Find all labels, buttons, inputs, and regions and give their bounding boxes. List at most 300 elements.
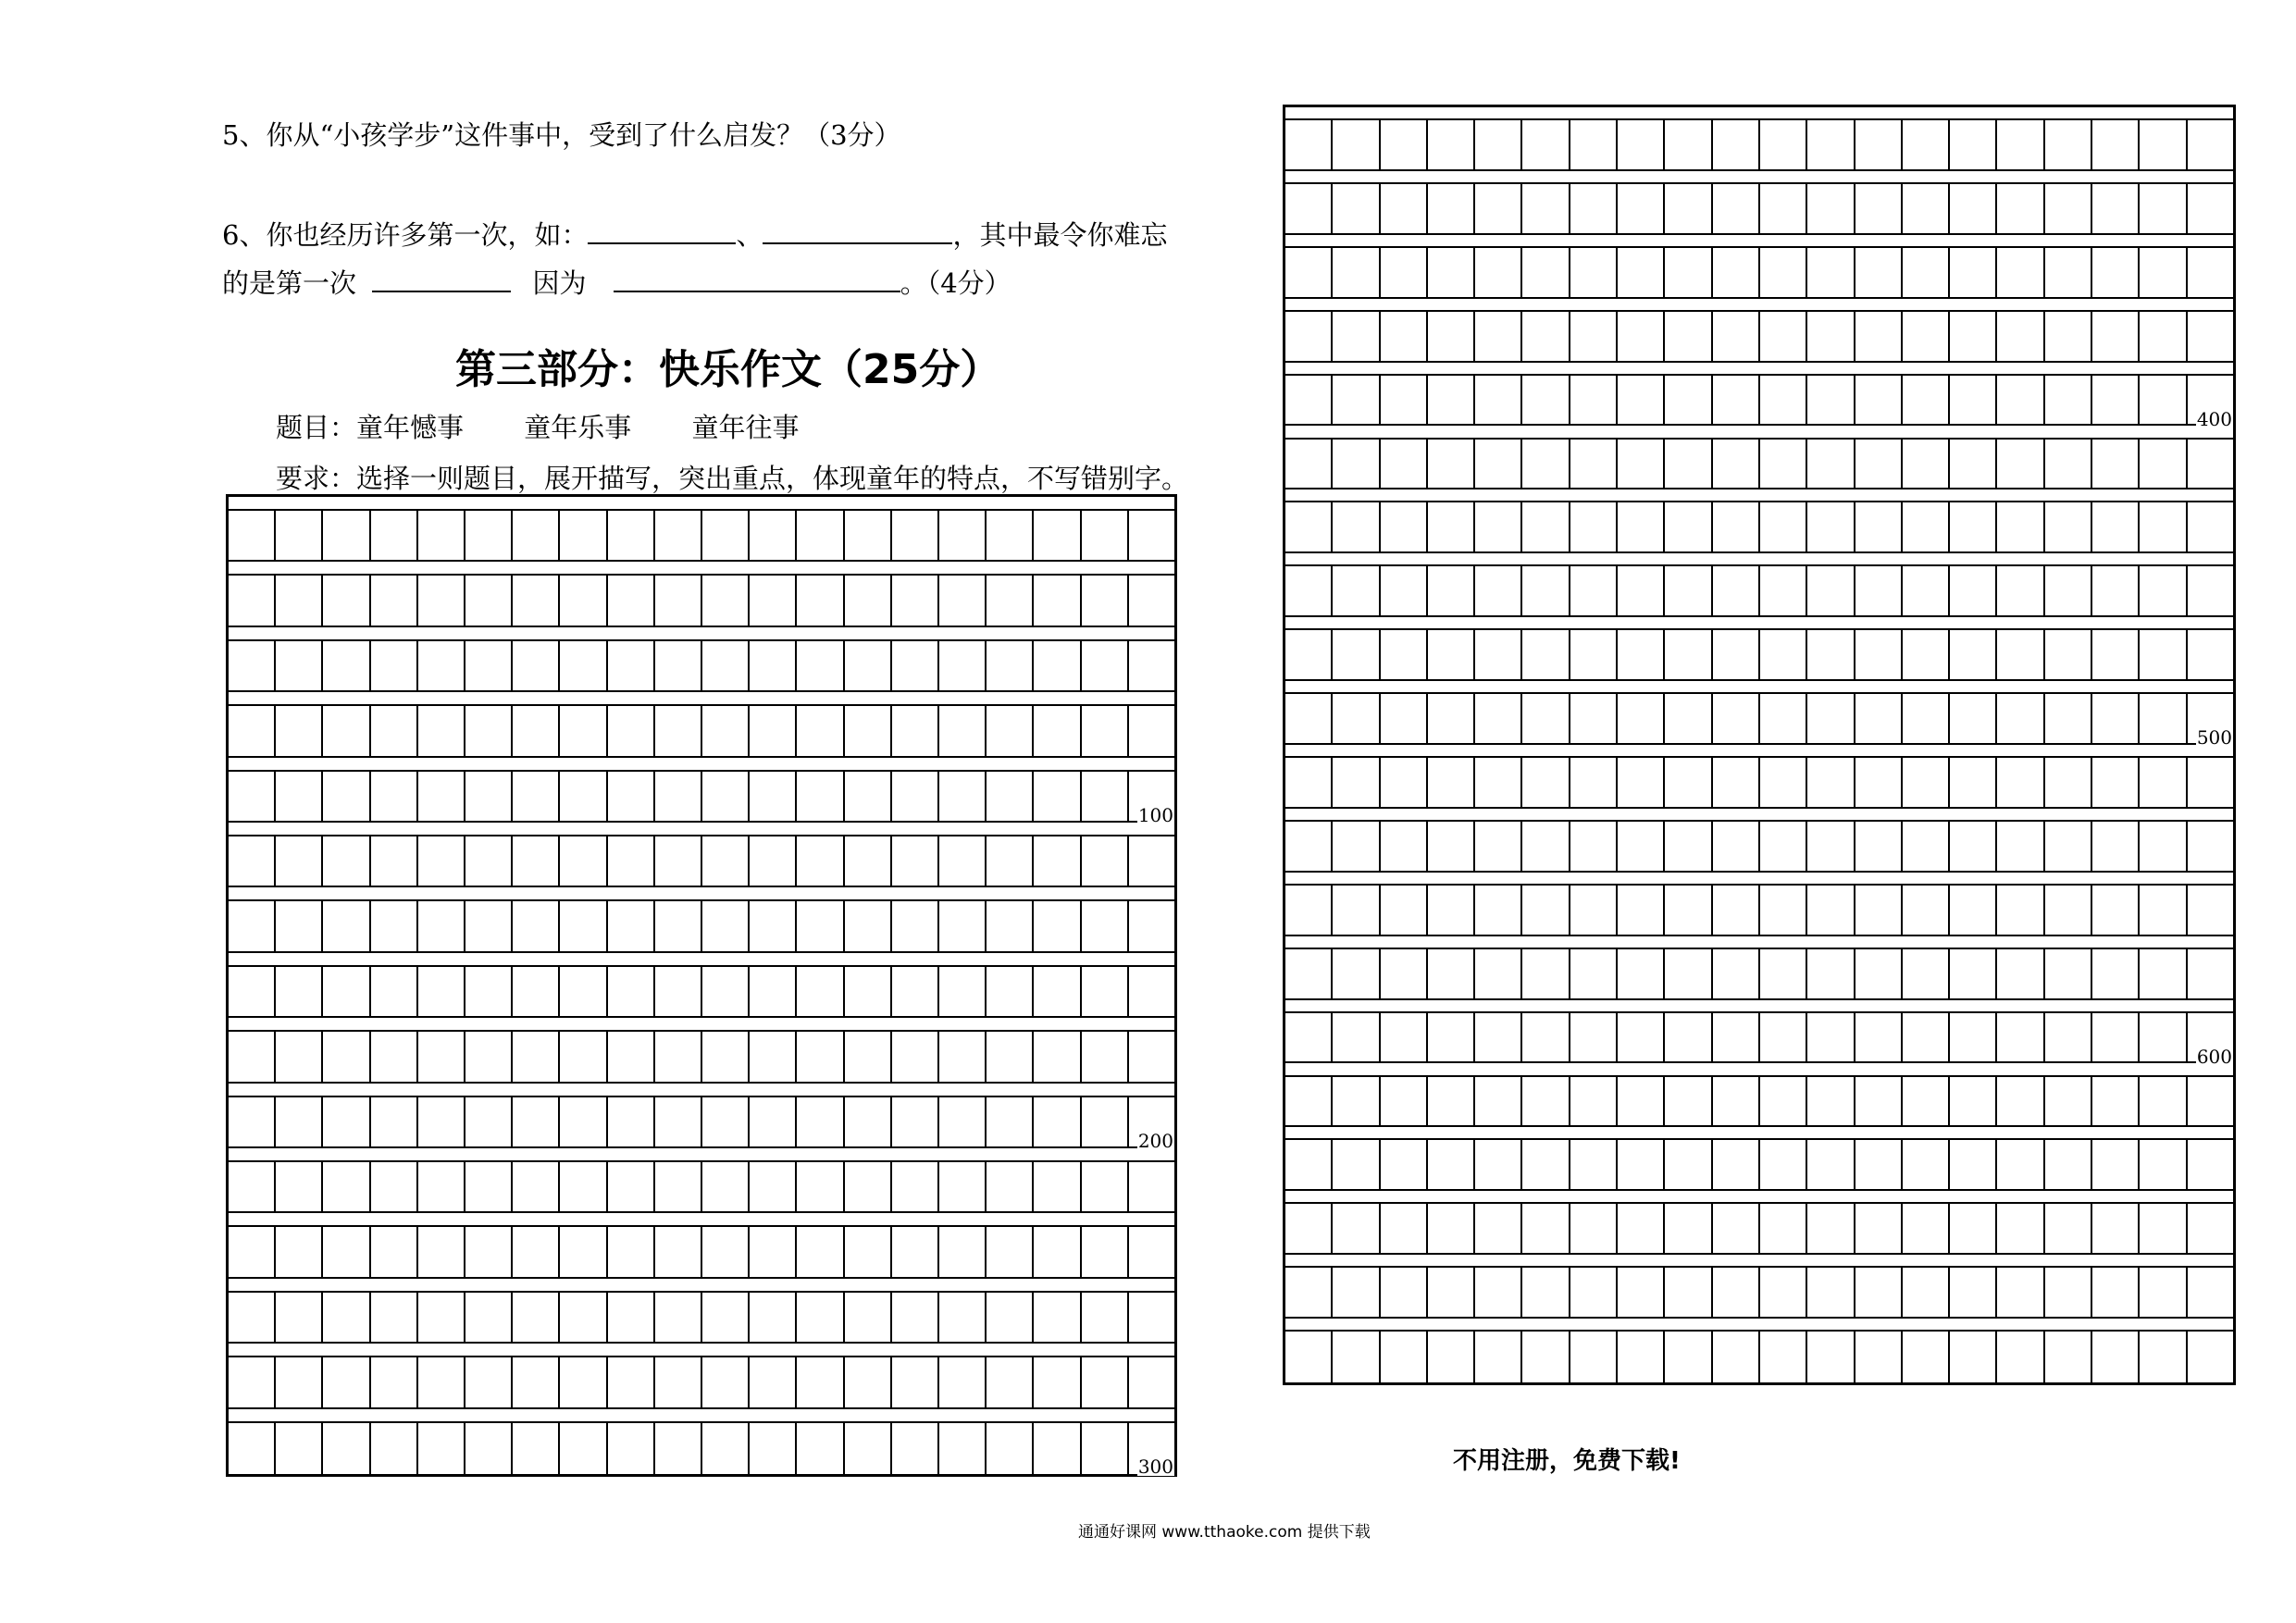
grid-cell[interactable] — [1082, 772, 1129, 821]
grid-cell[interactable] — [1618, 440, 1665, 489]
grid-cell[interactable] — [939, 1423, 987, 1474]
grid-cell[interactable] — [892, 1097, 939, 1146]
grid-cell[interactable] — [939, 1032, 987, 1081]
grid-cell[interactable] — [2140, 312, 2187, 361]
grid-cell[interactable] — [1475, 184, 1522, 233]
grid-cell[interactable] — [2045, 822, 2092, 871]
grid-cell[interactable] — [418, 1162, 465, 1211]
grid-cell[interactable] — [797, 1032, 844, 1081]
grid-cell[interactable] — [1475, 822, 1522, 871]
grid-cell[interactable] — [229, 1032, 276, 1081]
grid-cell[interactable] — [1855, 502, 1903, 551]
grid-cell[interactable] — [1950, 630, 1997, 679]
grid-cell[interactable] — [1570, 758, 1618, 807]
grid-cell[interactable] — [2188, 1077, 2233, 1126]
grid-cell[interactable] — [371, 836, 418, 886]
grid-cell[interactable] — [797, 836, 844, 886]
grid-cell[interactable] — [513, 1423, 560, 1474]
grid-cell[interactable] — [702, 1097, 750, 1146]
grid-cell[interactable] — [229, 901, 276, 950]
grid-cell[interactable] — [560, 1097, 607, 1146]
grid-cell[interactable] — [1570, 822, 1618, 871]
grid-cell[interactable] — [465, 641, 513, 690]
answer-blank-2[interactable] — [763, 218, 952, 244]
grid-cell[interactable] — [1760, 886, 1807, 935]
grid-cell[interactable] — [987, 1423, 1034, 1474]
grid-cell[interactable] — [1760, 949, 1807, 998]
grid-cell[interactable] — [560, 1227, 607, 1276]
grid-cell[interactable] — [1570, 184, 1618, 233]
grid-cell[interactable] — [1760, 1268, 1807, 1317]
grid-cell[interactable] — [560, 576, 607, 625]
grid-cell[interactable] — [229, 706, 276, 755]
grid-cell[interactable] — [1570, 1332, 1618, 1382]
grid-cell[interactable] — [1333, 822, 1380, 871]
grid-cell[interactable] — [513, 511, 560, 560]
grid-cell[interactable] — [2045, 1140, 2092, 1189]
grid-cell[interactable] — [1381, 1204, 1428, 1253]
grid-cell[interactable] — [323, 967, 370, 1016]
grid-cell[interactable] — [1713, 502, 1760, 551]
grid-cell[interactable] — [276, 576, 323, 625]
grid-cell[interactable] — [1903, 566, 1950, 615]
grid-cell[interactable] — [229, 836, 276, 886]
grid-cell[interactable] — [465, 511, 513, 560]
answer-blank-3[interactable] — [372, 266, 511, 292]
grid-cell[interactable] — [1855, 1268, 1903, 1317]
grid-cell[interactable] — [1807, 949, 1855, 998]
grid-cell[interactable] — [797, 1357, 844, 1406]
grid-cell[interactable] — [371, 1097, 418, 1146]
grid-cell[interactable] — [1855, 1332, 1903, 1382]
grid-cell[interactable] — [465, 1097, 513, 1146]
grid-cell[interactable] — [1285, 184, 1333, 233]
grid-cell[interactable] — [1997, 1077, 2044, 1126]
grid-cell[interactable] — [1333, 694, 1380, 743]
grid-cell[interactable] — [750, 967, 797, 1016]
grid-cell[interactable] — [1855, 566, 1903, 615]
grid-cell[interactable] — [371, 641, 418, 690]
grid-cell[interactable] — [2188, 120, 2233, 169]
grid-cell[interactable] — [2188, 184, 2233, 233]
grid-cell[interactable] — [1428, 184, 1475, 233]
grid-cell[interactable] — [513, 1357, 560, 1406]
grid-cell[interactable] — [1522, 1140, 1570, 1189]
grid-cell[interactable] — [1760, 758, 1807, 807]
grid-cell[interactable] — [1129, 836, 1174, 886]
grid-cell[interactable] — [2045, 1013, 2092, 1062]
grid-cell[interactable] — [1333, 566, 1380, 615]
grid-cell[interactable] — [1807, 758, 1855, 807]
grid-cell[interactable] — [1522, 822, 1570, 871]
grid-cell[interactable] — [1333, 630, 1380, 679]
grid-cell[interactable] — [1129, 1227, 1174, 1276]
grid-cell[interactable] — [323, 576, 370, 625]
grid-cell[interactable] — [560, 511, 607, 560]
grid-cell[interactable] — [1428, 1077, 1475, 1126]
grid-cell[interactable] — [939, 641, 987, 690]
grid-cell[interactable] — [229, 1097, 276, 1146]
grid-cell[interactable] — [1713, 440, 1760, 489]
grid-cell[interactable] — [2140, 822, 2187, 871]
grid-cell[interactable] — [229, 511, 276, 560]
grid-cell[interactable] — [1082, 1293, 1129, 1342]
grid-cell[interactable] — [1903, 120, 1950, 169]
grid-cell[interactable] — [939, 1097, 987, 1146]
grid-cell[interactable] — [1082, 511, 1129, 560]
grid-cell[interactable] — [1428, 440, 1475, 489]
grid-cell[interactable] — [939, 1227, 987, 1276]
grid-cell[interactable] — [1285, 376, 1333, 425]
grid-cell[interactable] — [1760, 1332, 1807, 1382]
grid-cell[interactable] — [2140, 886, 2187, 935]
grid-cell[interactable] — [892, 576, 939, 625]
grid-cell[interactable] — [418, 1097, 465, 1146]
grid-cell[interactable] — [2045, 886, 2092, 935]
grid-cell[interactable] — [1129, 1032, 1174, 1081]
grid-cell[interactable] — [465, 1227, 513, 1276]
grid-cell[interactable] — [845, 836, 892, 886]
grid-cell[interactable] — [2092, 566, 2140, 615]
grid-cell[interactable] — [987, 511, 1034, 560]
grid-cell[interactable] — [1903, 1013, 1950, 1062]
grid-cell[interactable] — [371, 772, 418, 821]
grid-cell[interactable] — [1522, 566, 1570, 615]
grid-cell[interactable] — [1903, 1332, 1950, 1382]
grid-cell[interactable] — [1855, 822, 1903, 871]
grid-cell[interactable] — [2045, 120, 2092, 169]
grid-cell[interactable] — [1333, 440, 1380, 489]
grid-cell[interactable] — [229, 1227, 276, 1276]
grid-cell[interactable] — [750, 1032, 797, 1081]
grid-cell[interactable] — [1618, 184, 1665, 233]
grid-cell[interactable] — [1903, 184, 1950, 233]
grid-cell[interactable] — [1950, 1077, 1997, 1126]
grid-cell[interactable] — [1381, 566, 1428, 615]
grid-cell[interactable] — [1082, 901, 1129, 950]
grid-cell[interactable] — [465, 576, 513, 625]
grid-cell[interactable] — [1997, 376, 2044, 425]
grid-cell[interactable] — [1285, 758, 1333, 807]
grid-cell[interactable] — [845, 901, 892, 950]
grid-cell[interactable] — [1997, 1013, 2044, 1062]
grid-cell[interactable] — [1618, 1204, 1665, 1253]
grid-cell[interactable] — [418, 836, 465, 886]
grid-cell[interactable] — [1475, 1013, 1522, 1062]
grid-cell[interactable] — [1285, 1140, 1333, 1189]
grid-cell[interactable] — [2092, 822, 2140, 871]
grid-cell[interactable] — [702, 967, 750, 1016]
grid-cell[interactable] — [702, 706, 750, 755]
grid-cell[interactable] — [1807, 1013, 1855, 1062]
grid-cell[interactable] — [1570, 502, 1618, 551]
grid-cell[interactable] — [276, 901, 323, 950]
grid-cell[interactable] — [1760, 248, 1807, 297]
grid-cell[interactable] — [845, 1162, 892, 1211]
grid-cell[interactable] — [987, 706, 1034, 755]
grid-cell[interactable] — [702, 836, 750, 886]
grid-cell[interactable] — [797, 1423, 844, 1474]
grid-cell[interactable] — [1034, 901, 1081, 950]
grid-cell[interactable] — [2092, 694, 2140, 743]
grid-cell[interactable] — [2092, 440, 2140, 489]
grid-cell[interactable] — [655, 576, 702, 625]
grid-cell[interactable] — [2140, 120, 2187, 169]
grid-cell[interactable] — [1570, 1204, 1618, 1253]
grid-cell[interactable] — [465, 772, 513, 821]
grid-cell[interactable] — [1950, 822, 1997, 871]
grid-cell[interactable] — [987, 1032, 1034, 1081]
grid-cell[interactable] — [1903, 440, 1950, 489]
grid-cell[interactable] — [702, 641, 750, 690]
grid-cell[interactable] — [845, 706, 892, 755]
grid-cell[interactable] — [608, 1227, 655, 1276]
grid-cell[interactable] — [1333, 1268, 1380, 1317]
grid-cell[interactable] — [1903, 630, 1950, 679]
grid-cell[interactable] — [892, 706, 939, 755]
grid-cell[interactable] — [323, 511, 370, 560]
grid-cell[interactable] — [750, 1423, 797, 1474]
grid-cell[interactable] — [987, 901, 1034, 950]
grid-cell[interactable] — [2045, 248, 2092, 297]
grid-cell[interactable] — [1285, 886, 1333, 935]
grid-cell[interactable] — [371, 511, 418, 560]
grid-cell[interactable] — [560, 1032, 607, 1081]
grid-cell[interactable] — [560, 706, 607, 755]
grid-cell[interactable] — [1950, 248, 1997, 297]
grid-cell[interactable] — [371, 967, 418, 1016]
grid-cell[interactable] — [323, 1423, 370, 1474]
grid-cell[interactable] — [1285, 694, 1333, 743]
grid-cell[interactable] — [1713, 822, 1760, 871]
grid-cell[interactable] — [1997, 312, 2044, 361]
grid-cell[interactable] — [1807, 120, 1855, 169]
grid-cell[interactable] — [1475, 1204, 1522, 1253]
grid-cell[interactable] — [1082, 1097, 1129, 1146]
grid-cell[interactable] — [229, 967, 276, 1016]
answer-blank-4[interactable] — [614, 266, 900, 292]
grid-cell[interactable] — [2045, 312, 2092, 361]
grid-cell[interactable] — [1428, 376, 1475, 425]
grid-cell[interactable] — [1034, 1227, 1081, 1276]
grid-cell[interactable] — [1381, 1140, 1428, 1189]
grid-cell[interactable] — [1713, 248, 1760, 297]
grid-cell[interactable] — [465, 1032, 513, 1081]
grid-cell[interactable] — [1570, 566, 1618, 615]
grid-cell[interactable] — [2140, 1013, 2187, 1062]
grid-cell[interactable] — [418, 706, 465, 755]
grid-cell[interactable] — [1713, 886, 1760, 935]
grid-cell[interactable] — [1285, 566, 1333, 615]
grid-cell[interactable] — [702, 1032, 750, 1081]
grid-cell[interactable] — [987, 1357, 1034, 1406]
grid-cell[interactable] — [323, 901, 370, 950]
grid-cell[interactable] — [1903, 949, 1950, 998]
grid-cell[interactable] — [1522, 312, 1570, 361]
grid-cell[interactable] — [1333, 184, 1380, 233]
grid-cell[interactable] — [465, 1293, 513, 1342]
grid-cell[interactable] — [1285, 1204, 1333, 1253]
grid-cell[interactable] — [1333, 1140, 1380, 1189]
grid-cell[interactable] — [1903, 758, 1950, 807]
grid-cell[interactable] — [1285, 1013, 1333, 1062]
grid-cell[interactable] — [323, 1032, 370, 1081]
grid-cell[interactable] — [1522, 630, 1570, 679]
grid-cell[interactable] — [892, 1423, 939, 1474]
grid-cell[interactable] — [1034, 576, 1081, 625]
writing-grid-left[interactable] — [226, 494, 1177, 1477]
grid-cell[interactable] — [513, 967, 560, 1016]
grid-cell[interactable] — [465, 836, 513, 886]
grid-cell[interactable] — [797, 967, 844, 1016]
grid-cell[interactable] — [229, 641, 276, 690]
grid-cell[interactable] — [2188, 949, 2233, 998]
grid-cell[interactable] — [2045, 376, 2092, 425]
grid-cell[interactable] — [560, 1162, 607, 1211]
grid-cell[interactable] — [845, 1293, 892, 1342]
grid-cell[interactable] — [797, 1293, 844, 1342]
grid-cell[interactable] — [418, 967, 465, 1016]
grid-cell[interactable] — [702, 901, 750, 950]
grid-cell[interactable] — [655, 706, 702, 755]
grid-cell[interactable] — [1950, 120, 1997, 169]
grid-cell[interactable] — [1807, 1140, 1855, 1189]
grid-cell[interactable] — [560, 772, 607, 821]
grid-cell[interactable] — [229, 576, 276, 625]
grid-cell[interactable] — [1855, 120, 1903, 169]
grid-cell[interactable] — [1428, 120, 1475, 169]
grid-cell[interactable] — [1950, 1140, 1997, 1189]
grid-cell[interactable] — [323, 1293, 370, 1342]
grid-cell[interactable] — [560, 967, 607, 1016]
grid-cell[interactable] — [1760, 822, 1807, 871]
grid-cell[interactable] — [1950, 502, 1997, 551]
grid-cell[interactable] — [1618, 949, 1665, 998]
grid-cell[interactable] — [1807, 822, 1855, 871]
grid-cell[interactable] — [1618, 248, 1665, 297]
grid-cell[interactable] — [371, 1423, 418, 1474]
grid-cell[interactable] — [1034, 641, 1081, 690]
grid-cell[interactable] — [276, 1293, 323, 1342]
grid-cell[interactable] — [1713, 184, 1760, 233]
grid-cell[interactable] — [1618, 1077, 1665, 1126]
grid-cell[interactable] — [750, 901, 797, 950]
grid-cell[interactable] — [1522, 184, 1570, 233]
grid-cell[interactable] — [1522, 248, 1570, 297]
grid-cell[interactable] — [1522, 694, 1570, 743]
grid-cell[interactable] — [608, 967, 655, 1016]
grid-cell[interactable] — [655, 772, 702, 821]
grid-cell[interactable] — [702, 1293, 750, 1342]
grid-cell[interactable] — [1333, 1077, 1380, 1126]
grid-cell[interactable] — [892, 1162, 939, 1211]
grid-cell[interactable] — [276, 1032, 323, 1081]
grid-cell[interactable] — [702, 1357, 750, 1406]
grid-cell[interactable] — [1950, 1332, 1997, 1382]
grid-cell[interactable] — [276, 967, 323, 1016]
grid-cell[interactable] — [1428, 566, 1475, 615]
grid-cell[interactable] — [2140, 1332, 2187, 1382]
grid-cell[interactable] — [1807, 1204, 1855, 1253]
grid-cell[interactable] — [845, 641, 892, 690]
answer-blank-1[interactable] — [588, 218, 736, 244]
grid-cell[interactable] — [323, 1357, 370, 1406]
grid-cell[interactable] — [1381, 630, 1428, 679]
grid-cell[interactable] — [229, 1293, 276, 1342]
grid-cell[interactable] — [1618, 1140, 1665, 1189]
grid-cell[interactable] — [2045, 694, 2092, 743]
grid-cell[interactable] — [1570, 949, 1618, 998]
grid-cell[interactable] — [1428, 1204, 1475, 1253]
grid-cell[interactable] — [1129, 641, 1174, 690]
grid-cell[interactable] — [1082, 1162, 1129, 1211]
grid-cell[interactable] — [1522, 1268, 1570, 1317]
grid-cell[interactable] — [1475, 949, 1522, 998]
grid-cell[interactable] — [1807, 886, 1855, 935]
grid-cell[interactable] — [323, 1162, 370, 1211]
grid-cell[interactable] — [1428, 758, 1475, 807]
grid-cell[interactable] — [655, 1032, 702, 1081]
grid-cell[interactable] — [276, 511, 323, 560]
grid-cell[interactable] — [1333, 1332, 1380, 1382]
grid-cell[interactable] — [418, 576, 465, 625]
grid-cell[interactable] — [1760, 1204, 1807, 1253]
grid-cell[interactable] — [750, 511, 797, 560]
grid-cell[interactable] — [1570, 1013, 1618, 1062]
grid-cell[interactable] — [1903, 1140, 1950, 1189]
grid-cell[interactable] — [2140, 1204, 2187, 1253]
grid-cell[interactable] — [655, 1357, 702, 1406]
grid-cell[interactable] — [1855, 1013, 1903, 1062]
grid-cell[interactable] — [2045, 440, 2092, 489]
grid-cell[interactable] — [1129, 1357, 1174, 1406]
grid-cell[interactable] — [1381, 312, 1428, 361]
grid-cell[interactable] — [1997, 502, 2044, 551]
grid-cell[interactable] — [1381, 1332, 1428, 1382]
grid-cell[interactable] — [1618, 630, 1665, 679]
grid-cell[interactable] — [1333, 248, 1380, 297]
grid-cell[interactable] — [750, 836, 797, 886]
grid-cell[interactable] — [1285, 120, 1333, 169]
grid-cell[interactable] — [371, 1032, 418, 1081]
grid-cell[interactable] — [1522, 949, 1570, 998]
grid-cell[interactable] — [987, 772, 1034, 821]
grid-cell[interactable] — [702, 511, 750, 560]
grid-cell[interactable] — [2045, 566, 2092, 615]
grid-cell[interactable] — [2140, 949, 2187, 998]
grid-cell[interactable] — [1760, 566, 1807, 615]
grid-cell[interactable] — [1381, 822, 1428, 871]
grid-cell[interactable] — [560, 1357, 607, 1406]
grid-cell[interactable] — [1522, 886, 1570, 935]
grid-cell[interactable] — [1618, 1332, 1665, 1382]
grid-cell[interactable] — [845, 576, 892, 625]
grid-cell[interactable] — [797, 1227, 844, 1276]
grid-cell[interactable] — [2188, 1332, 2233, 1382]
grid-cell[interactable] — [1285, 248, 1333, 297]
grid-cell[interactable] — [2188, 886, 2233, 935]
grid-cell[interactable] — [276, 772, 323, 821]
grid-cell[interactable] — [892, 901, 939, 950]
grid-cell[interactable] — [1855, 758, 1903, 807]
grid-cell[interactable] — [1903, 248, 1950, 297]
grid-cell[interactable] — [1997, 694, 2044, 743]
grid-cell[interactable] — [1082, 706, 1129, 755]
grid-cell[interactable] — [987, 641, 1034, 690]
grid-cell[interactable] — [1082, 1227, 1129, 1276]
grid-cell[interactable] — [2092, 1077, 2140, 1126]
grid-cell[interactable] — [2188, 758, 2233, 807]
